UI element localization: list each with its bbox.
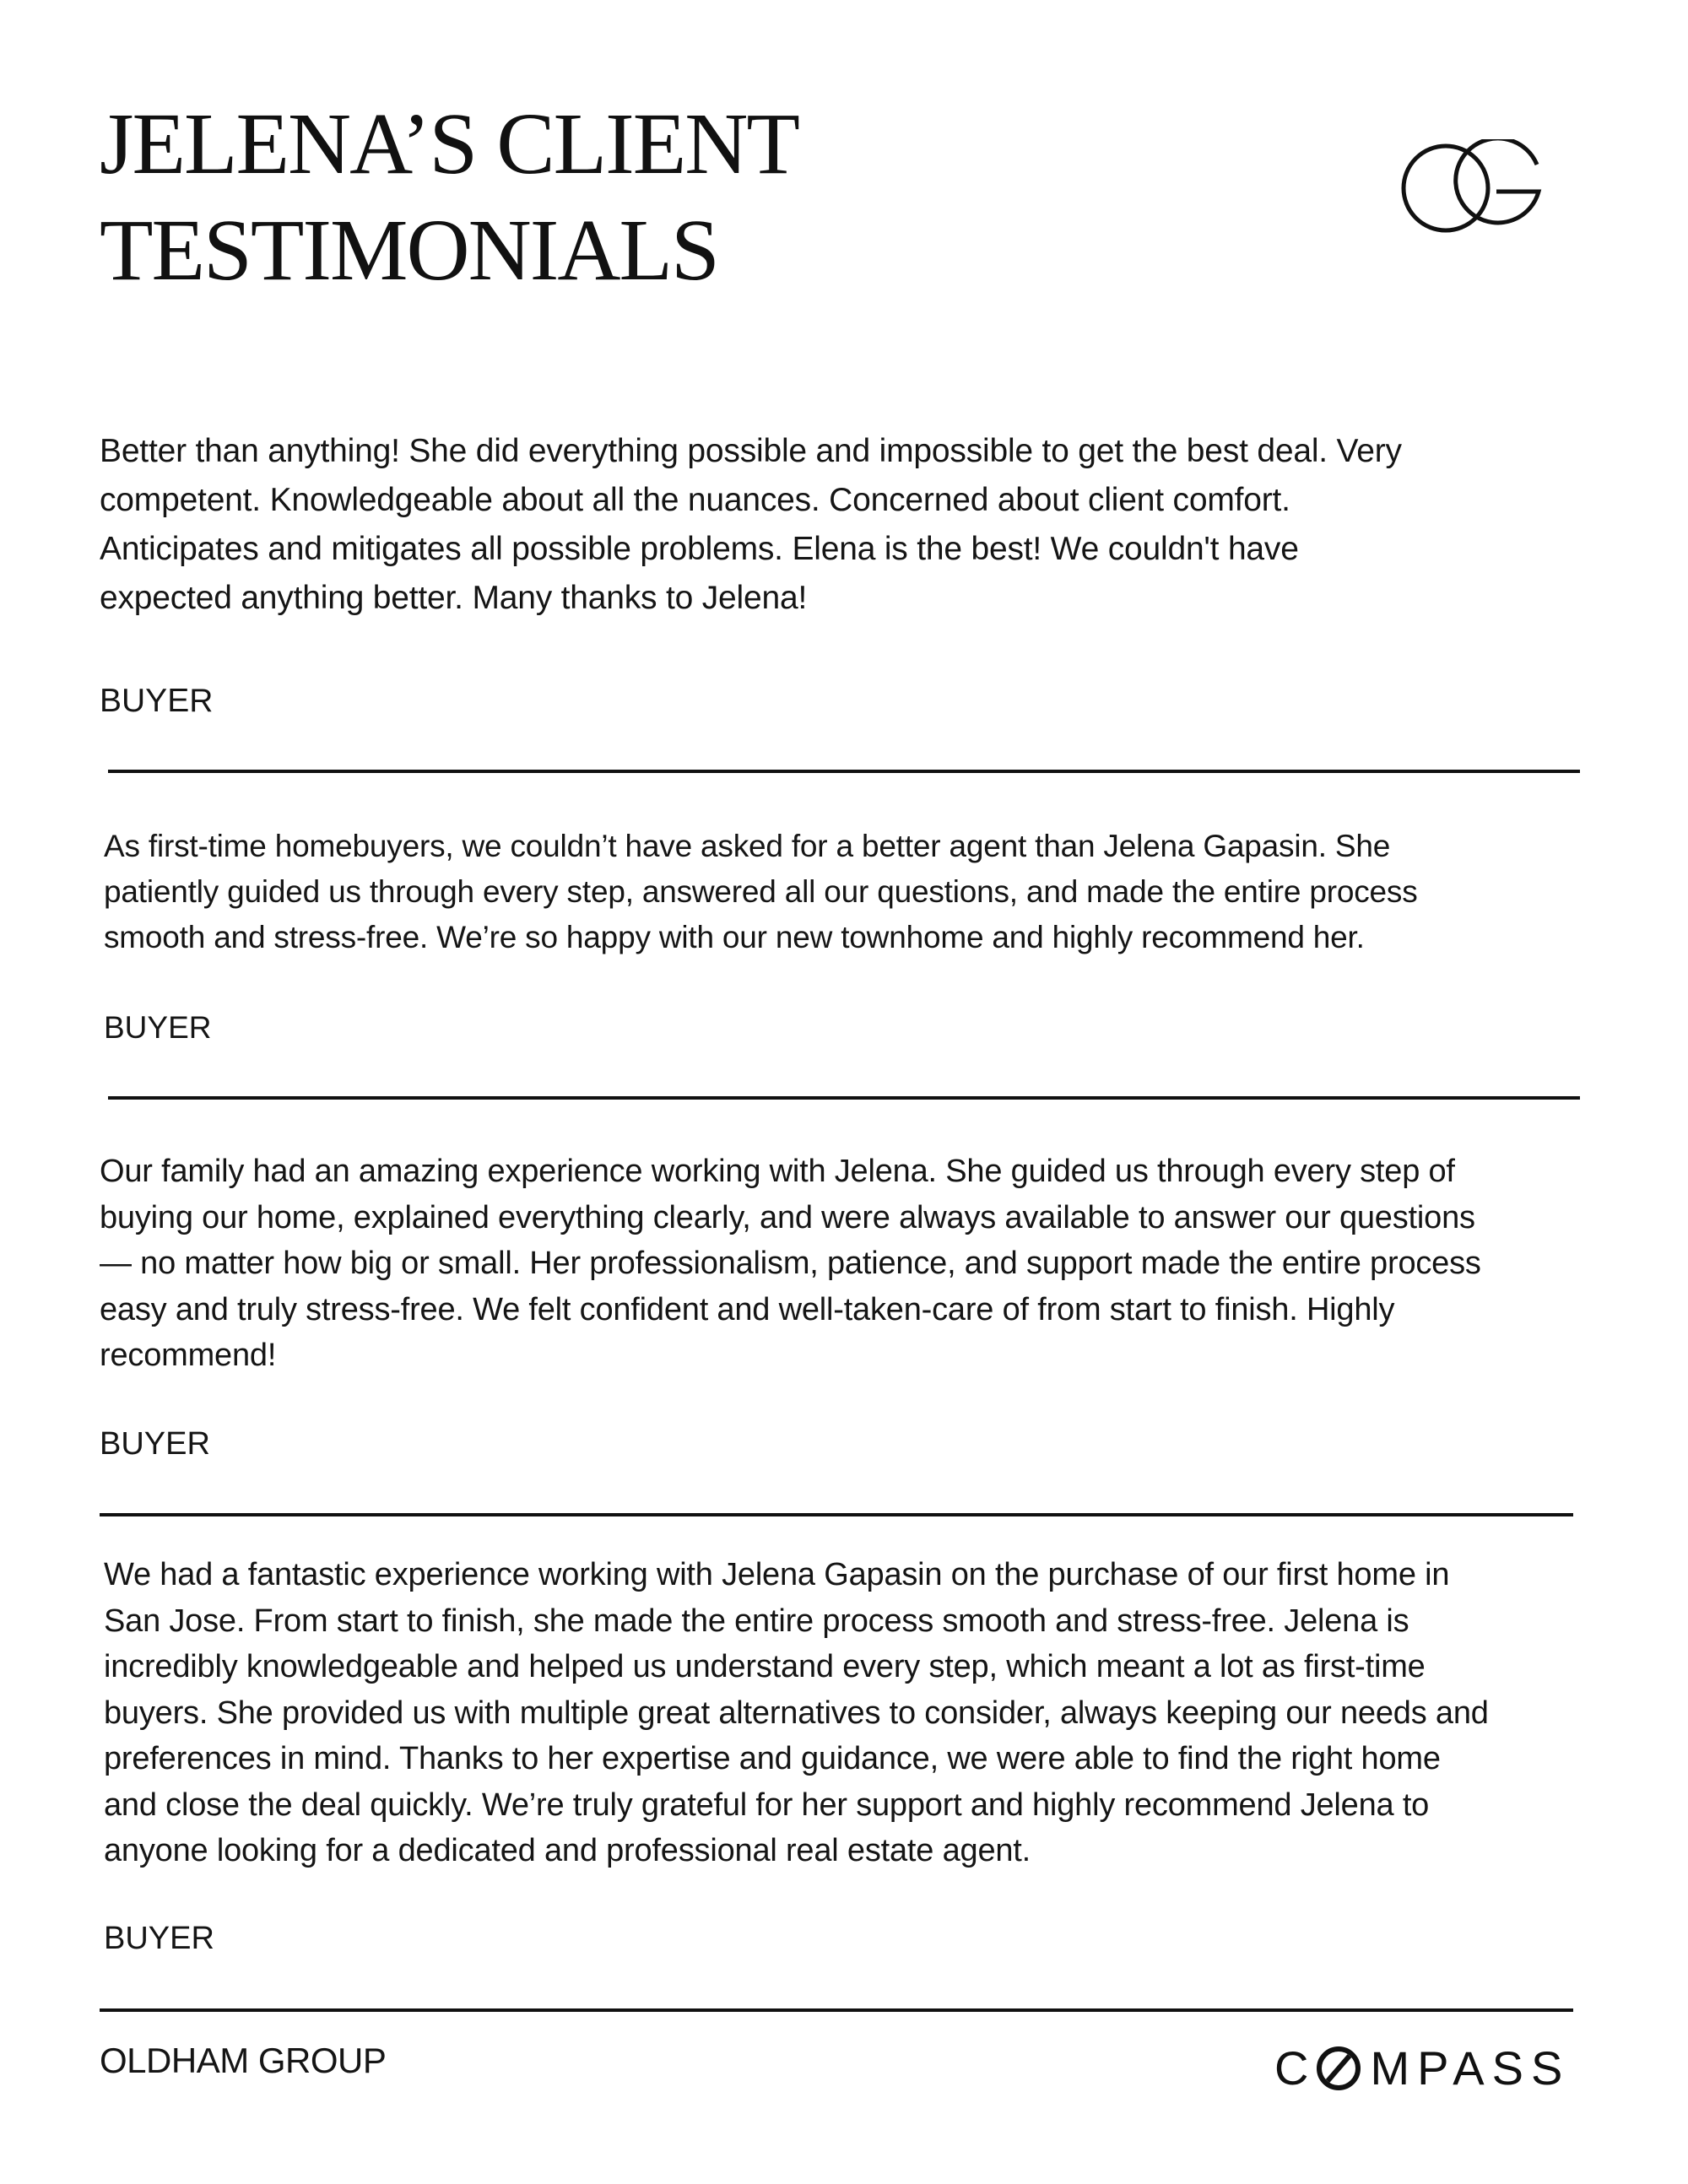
testimonial-quote [100, 1149, 1481, 1379]
quote-line: Anticipates and mitigates all possible problems. Elena is the best! We couldn't have [100, 531, 1299, 567]
quote-line: Better than anything! She did everything possible and impossible to get the best deal. Very [100, 433, 1402, 469]
quote-line: incredibly knowledgeable and helped us understand every step, which meant a lot as first-time [104, 1649, 1426, 1684]
testimonial-3-role: BUYER [100, 1426, 210, 1462]
compass-logo [1274, 2041, 1571, 2095]
testimonial-1-role: BUYER [100, 683, 214, 719]
quote-line: patiently guided us through every step, answered all our questions, and made the entire process [104, 874, 1418, 909]
quote-line: and close the deal quickly. We’re truly grateful for her support and highly recommend Jelena to [104, 1787, 1430, 1823]
divider [100, 1513, 1573, 1516]
quote-line: easy and truly stress-free. We felt confident and well-taken-care of from start to finish. Highly [100, 1291, 1395, 1327]
quote-line: preferences in mind. Thanks to her expertise and guidance, we were able to find the right home [104, 1741, 1441, 1776]
quote-line: expected anything better. Many thanks to Jelena! [100, 580, 808, 616]
page-title-line-2: TESTIMONIALS [100, 202, 718, 299]
og-logo-text: OG [1397, 139, 1399, 140]
testimonial-3 [100, 1149, 1481, 1379]
testimonial-4-role: BUYER [104, 1921, 214, 1956]
quote-line: recommend! [100, 1338, 277, 1373]
quote-line: competent. Knowledgeable about all the nuances. Concerned about client comfort. [100, 482, 1290, 518]
footer-brand: OLDHAM GROUP [100, 2041, 387, 2080]
testimonial-quote [104, 1552, 1489, 1874]
quote-line: Our family had an amazing experience working with Jelena. She guided us through every step of [100, 1154, 1455, 1189]
quote-line: anyone looking for a dedicated and professional real estate agent. [104, 1833, 1031, 1868]
quote-line: buying our home, explained everything clearly, and were always available to answer our questions [100, 1199, 1475, 1235]
testimonial-2 [104, 824, 1418, 960]
divider [108, 770, 1580, 773]
quote-line: As first-time homebuyers, we couldn’t have asked for a better agent than Jelena Gapasin. She [104, 829, 1391, 863]
testimonial-quote [100, 427, 1402, 623]
page-title [100, 91, 798, 304]
quote-line: smooth and stress-free. We’re so happy with our new townhome and highly recommend her. [104, 920, 1365, 954]
testimonial-quote [104, 824, 1418, 960]
compass-o-icon [1316, 2044, 1361, 2093]
testimonial-2-role: BUYER [104, 1010, 212, 1045]
compass-logo-c: C [1274, 2041, 1317, 2095]
quote-line: San Jose. From start to finish, she made the entire process smooth and stress-free. Jelena is [104, 1603, 1409, 1639]
page-title-line-1: JELENA’S CLIENT [100, 95, 798, 192]
quote-line: buyers. She provided us with multiple great alternatives to consider, always keeping our needs and [104, 1695, 1489, 1731]
testimonial-1 [100, 427, 1402, 623]
compass-logo-rest: MPASS [1370, 2041, 1571, 2095]
testimonial-4 [104, 1552, 1489, 1874]
quote-line: — no matter how big or small. Her professionalism, patience, and support made the entire process [100, 1246, 1481, 1281]
quote-line: We had a fantastic experience working with Jelena Gapasin on the purchase of our first home in [104, 1557, 1450, 1592]
og-logo [1397, 139, 1545, 241]
divider [108, 1096, 1580, 1100]
divider [100, 2008, 1573, 2012]
